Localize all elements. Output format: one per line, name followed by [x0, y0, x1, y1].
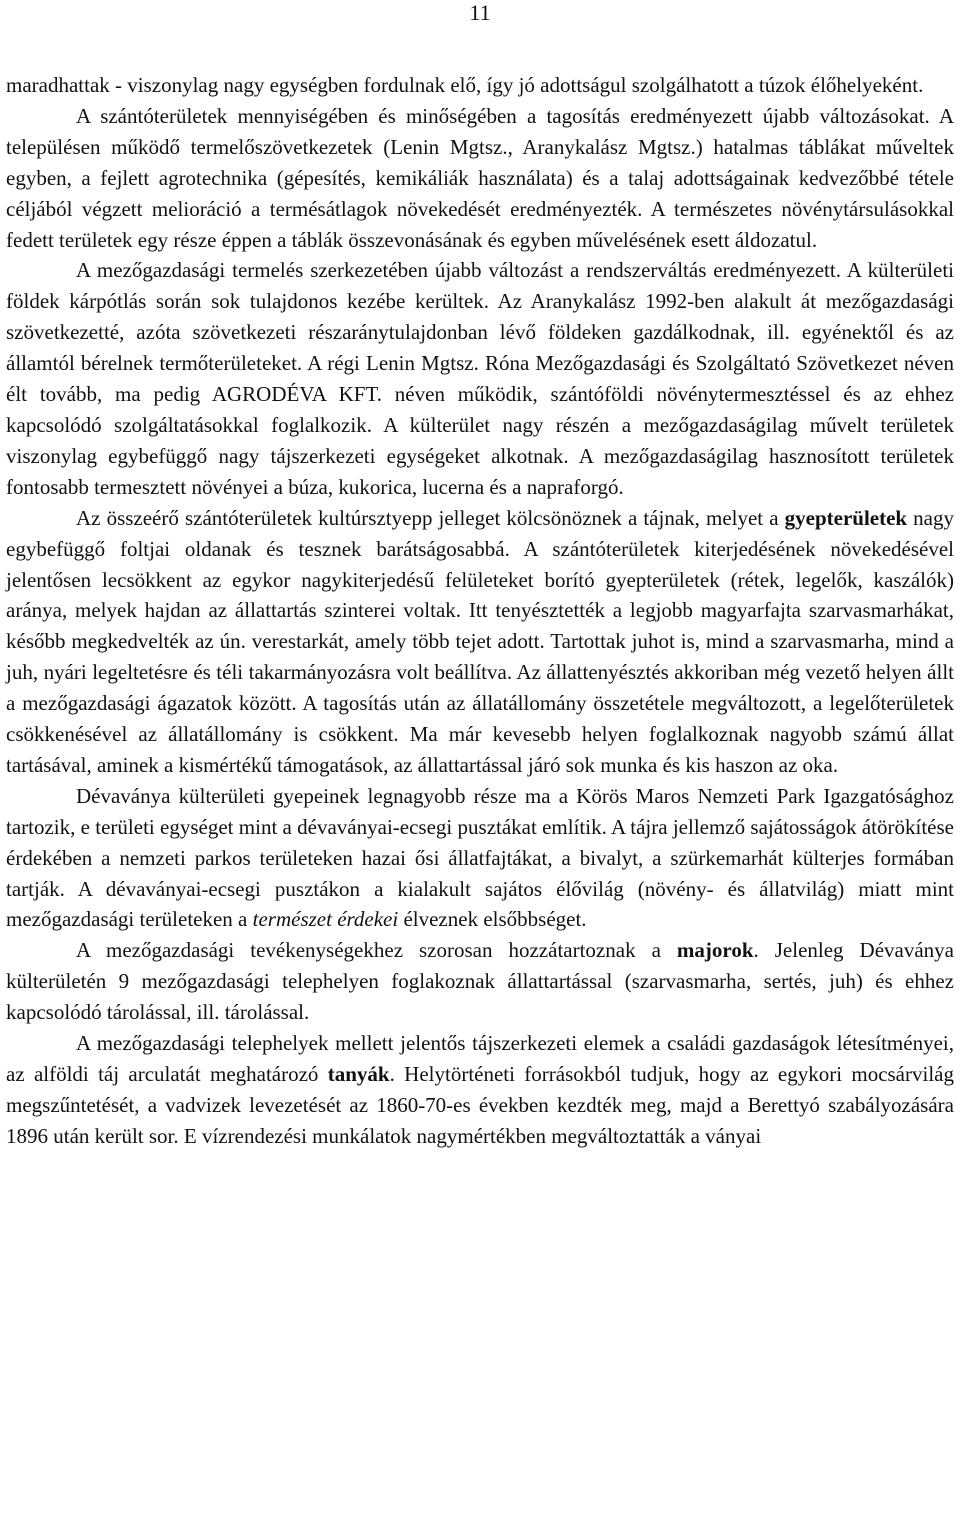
paragraph-5-text-b: élveznek elsőbbséget.: [398, 907, 587, 932]
term-termeszet-erdekei: természet érdekei: [252, 907, 399, 932]
document-body: [6, 70, 954, 1152]
page-number: 11: [469, 0, 491, 25]
paragraph-5-text-a: Dévaványa külterületi gyepeinek legnagyobb része ma a Körös Maros Nemzeti Park Igazgatósághoz tartozik, e területi egységet mint a dévaványai-ecsegi pusztákat említik. A tájra jellemző sajátosságok átörökítése érdekében a nemzeti parkos területeken hazai ősi állatfajtákat, a bivalyt, a szürkemarhát külterjes formában tartják. A dévaványai-ecsegi pusztákon a kialakult sajátos élővilág (növény- és állatvilág) miatt mint mezőgazdasági területeken a: [6, 783, 954, 932]
paragraph-7-text-b: . Helytörténeti forrásokból tudjuk, hogy az egykori mocsárvilág megszűntetését, a vadvizek levezetését az 1860-70-es években kezdték meg, majd a Berettyó szabályozására 1896 után került sor. E vízrendezési munkálatok nagymértékben megváltoztatták a ványai: [6, 1062, 954, 1148]
paragraph-4-text-a: Az összeérő szántóterületek kultúrsztyepp jelleget kölcsönöznek a tájnak, melyet a: [76, 505, 785, 530]
paragraph-7: [6, 1028, 954, 1152]
paragraph-6: [6, 935, 954, 1028]
paragraph-3: A mezőgazdasági termelés szerkezetében újabb változást a rendszerváltás eredményezett. A külterületi földek kárpótlás során sok tulajdonos kezébe kerültek. Az Aranykalász 1992-ben alakult át mezőgazdasági szövetkezetté, azóta szövetkezeti részaránytulajdonban lévő földeken gazdálkodnak, ill. egyénektől és az államtól bérelnek termőterületeket. A régi Lenin Mgtsz. Róna Mezőgazdasági és Szolgáltató Szövetkezet néven élt tovább, ma pedig AGRODÉVA KFT. néven működik, szántóföldi növénytermesztéssel és az ehhez kapcsolódó szolgáltatásokkal foglalkozik. A külterület nagy részén a mezőgazdaságilag művelt területek viszonylag egybefüggő nagy tájszerkezeti egységeket alkotnak. A mezőgazdaságilag hasznosított területek fontosabb termesztett növényei a búza, kukorica, lucerna és a napraforgó.: [6, 258, 954, 499]
term-majorok: majorok: [676, 938, 754, 963]
paragraph-5: [6, 781, 954, 936]
paragraph-6-text-a: A mezőgazdasági tevékenységekhez szorosan hozzátartoznak a: [76, 938, 677, 963]
paragraph-4: [6, 503, 954, 781]
term-gyepteruletek: gyepterületek: [784, 505, 908, 530]
paragraph-1: maradhattak - viszonylag nagy egységben fordulnak elő, így jó adottságul szolgálhatott a túzok élőhelyeként.: [6, 73, 924, 97]
paragraph-4-text-b: nagy egybefüggő foltjai oldanak és tesznek barátságosabbá. A szántóterületek kiterjedésének növekedésével jelentősen lecsökkent az egykor nagykiterjedésű felületeket borító gyepterületek (rétek, legelők, kaszálók) aránya, melyek hajdan az állattartás szinterei voltak. Itt tenyésztették a legjobb magyarfajta szarvasmarhákat, később megkedvelték az ún. verestarkát, amely több tejet adott. Tartottak juhot is, mind a szarvasmarha, mind a juh, nyári legeltetésre és téli takarmányozásra volt beállítva. Az állattenyésztés akkoriban még vezető helyen állt a mezőgazdasági ágazatok között. A tagosítás után az állatállomány összetétele megváltozott, a legelőterületek csökkenésével az állatállomány is csökkent. Ma már kevesebb helyen foglalkoznak nagyobb számú állat tartásával, aminek a kismértékű támogatások, az állattartással járó sok munka és kis haszon az oka.: [6, 505, 954, 777]
paragraph-2: A szántóterületek mennyiségében és minőségében a tagosítás eredményezett újabb változásokat. A településen működő termelőszövetkezetek (Lenin Mgtsz., Aranykalász Mgtsz.) hatalmas táblákat műveltek egyben, a fejlett agrotechnika (gépesítés, kemikáliák használata) és a talaj adottságainak kedvezőbbé tétele céljából végzett melioráció a termésátlagok növekedését eredményezték. A természetes növénytársulásokkal fedett területek egy része éppen a táblák összevonásának és egyben művelésének esett áldozatul.: [6, 103, 954, 252]
term-tanyak: tanyák: [327, 1062, 390, 1086]
paragraph-7-text-a: A mezőgazdasági telephelyek mellett jelentős tájszerkezeti elemek a családi gazdaságok létesítményei, az alföldi táj arculatát meghatározó: [6, 1031, 954, 1086]
paragraph-6-text-b: . Jelenleg Dévaványa külterületén 9 mezőgazdasági telephelyen foglakoznak állattartással (szarvasmarha, sertés, juh) és ehhez kapcsolódó tárolással, ill. tárolással.: [6, 938, 954, 1025]
